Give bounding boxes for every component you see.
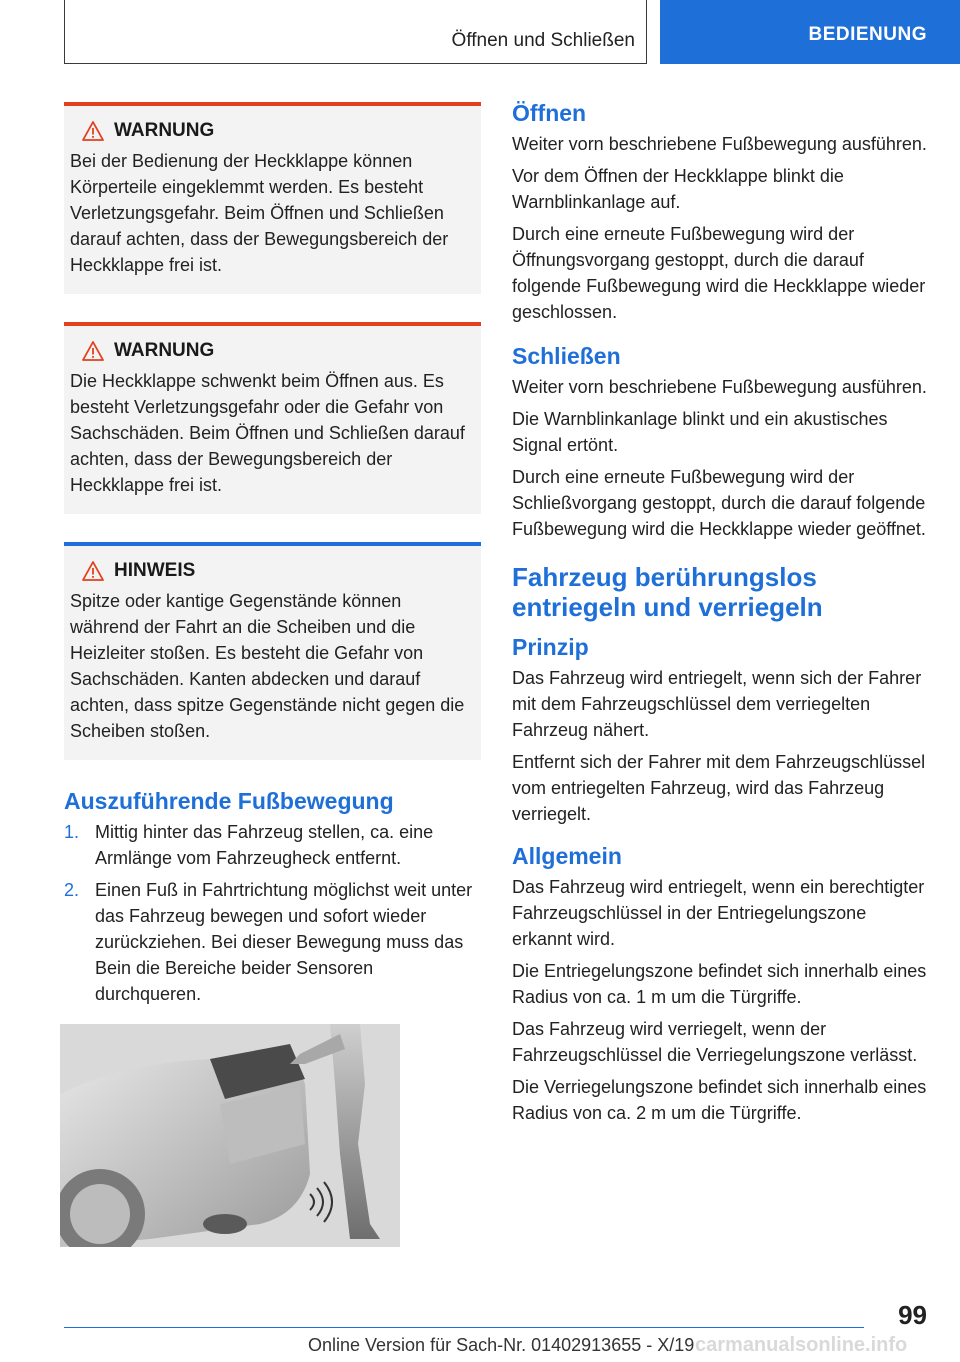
chapter-tab-label: BEDIENUNG [808, 24, 927, 45]
paragraph: Die Verriegelungszone befindet sich innerhalb eines Radius von ca. 2 m um die Türgriffe. [512, 1077, 927, 1123]
warning-triangle-icon [82, 341, 104, 361]
step-number: 2. [64, 880, 80, 900]
note-text: Spitze oder kantige Gegenstände können während der Fahrt an die Scheiben und die Heizleiter stoßen. Es besteht die Gefahr von Sachschäden. Kanten abdecken und darauf achten, dass spitze Gegenstände nicht gegen die Scheiben stoßen. [70, 591, 465, 741]
paragraph: Weiter vorn beschriebene Fußbewegung ausführen. [512, 377, 927, 397]
warning-title: WARNUNG [70, 340, 471, 362]
paragraph: Die Warnblinkanlage blinkt und ein akustisches Signal ertönt. [512, 409, 888, 455]
warning-triangle-icon [82, 561, 104, 581]
tailgate-illustration [60, 1024, 400, 1247]
step-number: 1. [64, 822, 80, 842]
step-text: Einen Fuß in Fahrtrichtung möglichst weit unter das Fahrzeug bewegen und sofort wieder zurückziehen. Bei dieser Bewegung muss das Bein die Bereiche beider Sensoren durchqueren. [95, 880, 473, 1004]
footer-divider [64, 1327, 864, 1328]
general-heading: Allgemein [512, 843, 622, 869]
right-column [512, 100, 928, 1132]
step-text: Mittig hinter das Fahrzeug stellen, ca. eine Armlänge vom Fahrzeugheck entfernt. [95, 822, 434, 868]
paragraph: Vor dem Öffnen der Heckklappe blinkt die Warnblinkanlage auf. [512, 166, 844, 212]
page-number: 99 [898, 1300, 927, 1330]
main-heading: Fahrzeug berührungslos entriegeln und verriegeln [512, 562, 823, 622]
warning-text: Die Heckklappe schwenkt beim Öffnen aus. Es besteht Verletzungsgefahr oder die Gefahr von Sachschäden. Beim Öffnen und Schließen darauf achten, dass der Bewegungsbereich der Heckklappe frei ist. [70, 371, 465, 495]
paragraph: Durch eine erneute Fußbewegung wird der Öffnungsvorgang gestoppt, durch die darauf folgende Fußbewegung wird die Heckklappe wieder geschlossen. [512, 224, 926, 322]
watermark: carmanualsonline.info [695, 1334, 908, 1356]
principle-heading: Prinzip [512, 634, 589, 660]
warning-title: WARNUNG [70, 120, 471, 142]
paragraph: Entfernt sich der Fahrer mit dem Fahrzeugschlüssel vom entriegelten Fahrzeug, wird das Fahrzeug verriegelt. [512, 752, 926, 824]
list-item [64, 877, 481, 1007]
chapter-tab[interactable] [660, 0, 960, 64]
paragraph: Das Fahrzeug wird verriegelt, wenn der Fahrzeugschlüssel die Verriegelungszone verlässt. [512, 1019, 918, 1065]
section-title: Öffnen und Schließen [451, 30, 635, 51]
warning-text: Bei der Bedienung der Heckklappe können Körperteile eingeklemmt werden. Es besteht Verletzungsgefahr. Beim Öffnen und Schließen darauf achten, dass der Bewegungsbereich der Heckklappe frei ist. [70, 151, 449, 275]
note-box [64, 542, 481, 760]
list-item [64, 819, 481, 871]
warning-box [64, 102, 481, 294]
paragraph: Weiter vorn beschriebene Fußbewegung ausführen. [512, 134, 927, 154]
warning-triangle-icon [82, 121, 104, 141]
paragraph: Das Fahrzeug wird entriegelt, wenn sich der Fahrer mit dem Fahrzeugschlüssel dem verriegelten Fahrzeug nähert. [512, 668, 922, 740]
left-column [64, 102, 481, 1013]
open-heading: Öffnen [512, 100, 587, 126]
foot-movement-heading: Auszuführende Fußbewegung [64, 788, 394, 814]
warning-box [64, 322, 481, 514]
paragraph: Das Fahrzeug wird entriegelt, wenn ein berechtigter Fahrzeugschlüssel in der Entriegelungszone erkannt wird. [512, 877, 925, 949]
close-heading: Schließen [512, 343, 621, 369]
paragraph: Die Entriegelungszone befindet sich innerhalb eines Radius von ca. 1 m um die Türgriffe. [512, 961, 927, 1007]
note-title: HINWEIS [70, 560, 471, 582]
paragraph: Durch eine erneute Fußbewegung wird der Schließvorgang gestoppt, durch die darauf folgende Fußbewegung wird die Heckklappe wieder geöffnet. [512, 467, 926, 539]
steps-list [64, 819, 481, 1007]
footer-version: Online Version für Sach-Nr. 01402913655 - X/19 [308, 1335, 695, 1355]
